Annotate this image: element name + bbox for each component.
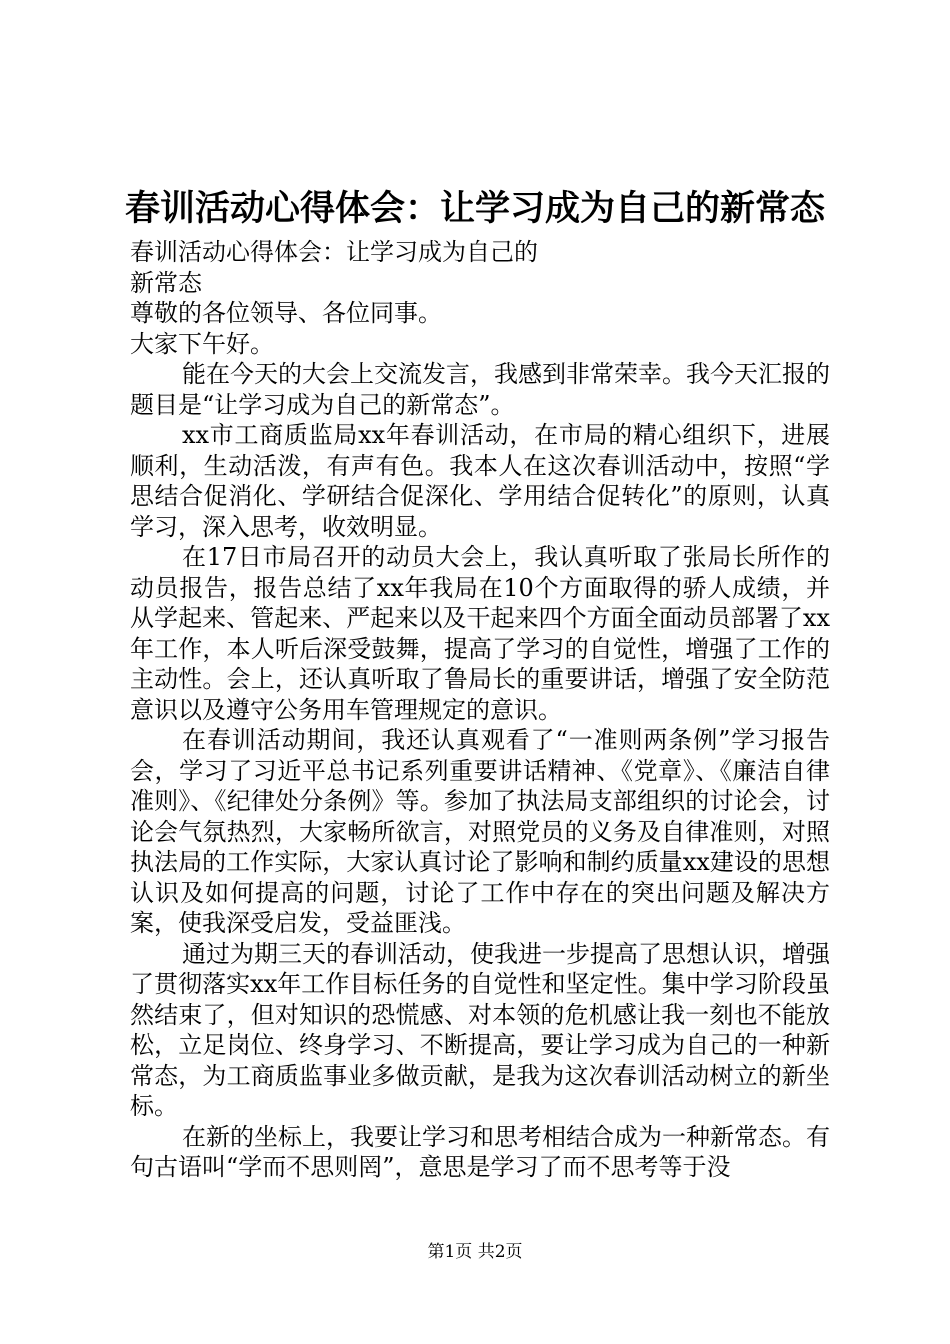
- paragraph-new-coordinate: 在新的坐标上，我要让学习和思考相结合成为一种新常态。有句古语叫“学而不思则罔”，意思是学习了而不思考等于没: [130, 1122, 830, 1181]
- paragraph-mobilization-meeting: 在17日市局召开的动员大会上，我认真听取了张局长所作的动员报告，报告总结了xx年我局在10个方面取得的骄人成绩，并从学起来、管起来、严起来以及干起来四个方面全面动员部署了xx年工作，本人听后深受鼓舞，提高了学习的自觉性，增强了工作的主动性。会上，还认真听取了鲁局长的重要讲话，增强了安全防范意识以及遵守公务用车管理规定的意识。: [130, 543, 830, 724]
- greeting-afternoon: 大家下午好。: [130, 329, 274, 358]
- paragraph-intro: 能在今天的大会上交流发言，我感到非常荣幸。我今天汇报的题目是“让学习成为自己的新常态”。: [130, 360, 830, 419]
- paragraph-study-activities: 在春训活动期间，我还认真观看了“一准则两条例”学习报告会，学习了习近平总书记系列重要讲话精神、《党章》、《廉洁自律准则》、《纪律处分条例》等。参加了执法局支部组织的讨论会，讨论会气氛热烈，大家畅所欲言，对照党员的义务及自律准则，对照执法局的工作实际，大家认真讨论了影响和制约质量xx建设的思想认识及如何提高的问题，讨论了工作中存在的突出问题及解决方案，使我深受启发，受益匪浅。: [130, 726, 830, 937]
- paragraph-three-days: 通过为期三天的春训活动，使我进一步提高了思想认识，增强了贯彻落实xx年工作目标任务的自觉性和坚定性。集中学习阶段虽然结束了，但对知识的恐慌感、对本领的危机感让我一刻也不能放松，立足岗位、终身学习、不断提高，要让学习成为自己的一种新常态，为工商质监事业多做贡献，是我为这次春训活动树立的新坐标。: [130, 939, 830, 1120]
- subtitle-line-1: 春训活动心得体会：让学习成为自己的: [130, 238, 538, 266]
- document-title: 春训活动心得体会：让学习成为自己的新常态: [124, 188, 825, 229]
- paragraph-spring-training: xx市工商质监局xx年春训活动，在市局的精心组织下，进展顺利，生动活泼，有声有色。我本人在这次春训活动中，按照“学思结合促消化、学研结合促深化、学用结合促转化”的原则，认真学习，深入思考，收效明显。: [130, 421, 830, 541]
- page-number-footer: 第1页 共2页: [427, 1242, 523, 1262]
- subtitle-line-2: 新常态: [130, 268, 202, 297]
- document-body: [130, 237, 830, 1183]
- greeting-leaders: 尊敬的各位领导、各位同事。: [130, 299, 442, 327]
